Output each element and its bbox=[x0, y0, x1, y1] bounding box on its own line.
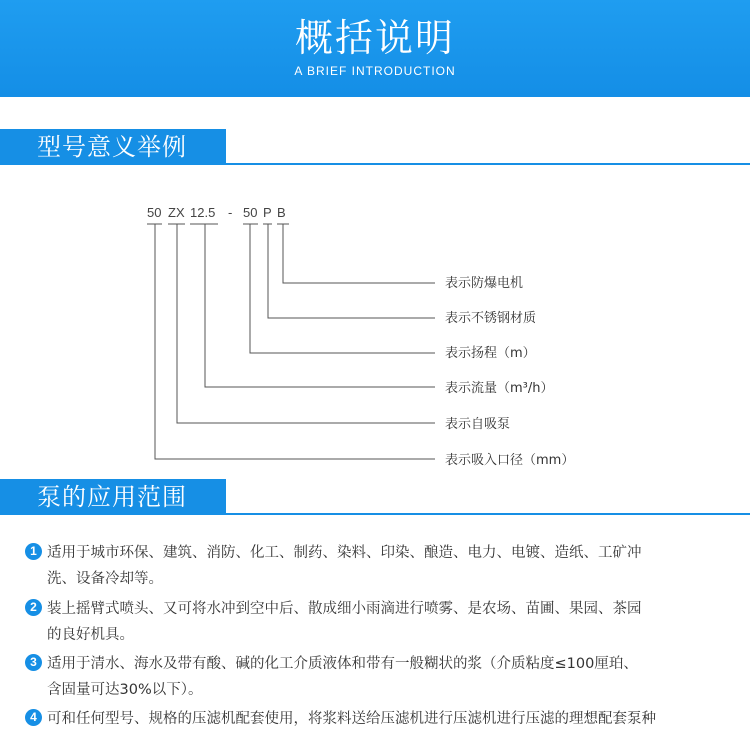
model-section-title: 型号意义举例 bbox=[0, 129, 226, 165]
item-number-badge: 4 bbox=[25, 709, 42, 726]
item-text bbox=[47, 540, 732, 592]
meaning-inlet-diameter: 表示吸入口径（mm） bbox=[445, 453, 575, 468]
item-number-badge: 1 bbox=[25, 543, 42, 560]
code-stainless: P bbox=[263, 205, 272, 220]
item-text bbox=[47, 651, 732, 703]
page-title: 概括说明 bbox=[294, 16, 455, 60]
code-explosion-proof: B bbox=[277, 205, 286, 220]
item-line: 的良好机具。 bbox=[47, 627, 134, 643]
item-line: 含固量可达30%以下）。 bbox=[47, 682, 203, 698]
meaning-explosion-proof-motor: 表示防爆电机 bbox=[445, 276, 524, 291]
item-line: 可和任何型号、规格的压滤机配套使用，将浆料送给压滤机进行压滤机进行压滤的理想配套泵种 bbox=[47, 711, 656, 727]
code-inlet-diameter: 50 bbox=[147, 205, 162, 220]
code-dash: - bbox=[228, 205, 233, 220]
application-section-header bbox=[0, 479, 750, 515]
item-number-badge: 2 bbox=[25, 599, 42, 616]
item-line: 适用于清水、海水及带有酸、碱的化工介质液体和带有一般糊状的浆（介质粘度≤100厘珀、 bbox=[47, 656, 638, 672]
item-line: 洗、设备冷却等。 bbox=[47, 571, 163, 587]
item-text bbox=[47, 706, 732, 732]
meaning-head: 表示扬程（m） bbox=[445, 346, 536, 361]
code-head: 50 bbox=[243, 205, 258, 220]
item-line: 装上摇臂式喷头、又可将水冲到空中后、散成细小雨滴进行喷雾、是农场、苗圃、果园、茶园 bbox=[47, 601, 642, 617]
section-divider bbox=[0, 513, 750, 515]
meaning-self-priming: 表示自吸泵 bbox=[445, 417, 511, 432]
application-section-title: 泵的应用范围 bbox=[0, 479, 226, 515]
code-flow: 12.5 bbox=[190, 205, 216, 220]
item-number-badge: 3 bbox=[25, 654, 42, 671]
page-subtitle: A BRIEF INTRODUCTION bbox=[294, 64, 456, 78]
meaning-stainless-steel: 表示不锈钢材质 bbox=[445, 311, 537, 326]
meaning-flow: 表示流量（m³/h） bbox=[445, 381, 554, 396]
item-text bbox=[47, 596, 732, 648]
item-line: 适用于城市环保、建筑、消防、化工、制药、染料、印染、酿造、电力、电镀、造纸、工矿冲 bbox=[47, 545, 642, 561]
code-self-priming: ZX bbox=[168, 205, 185, 220]
